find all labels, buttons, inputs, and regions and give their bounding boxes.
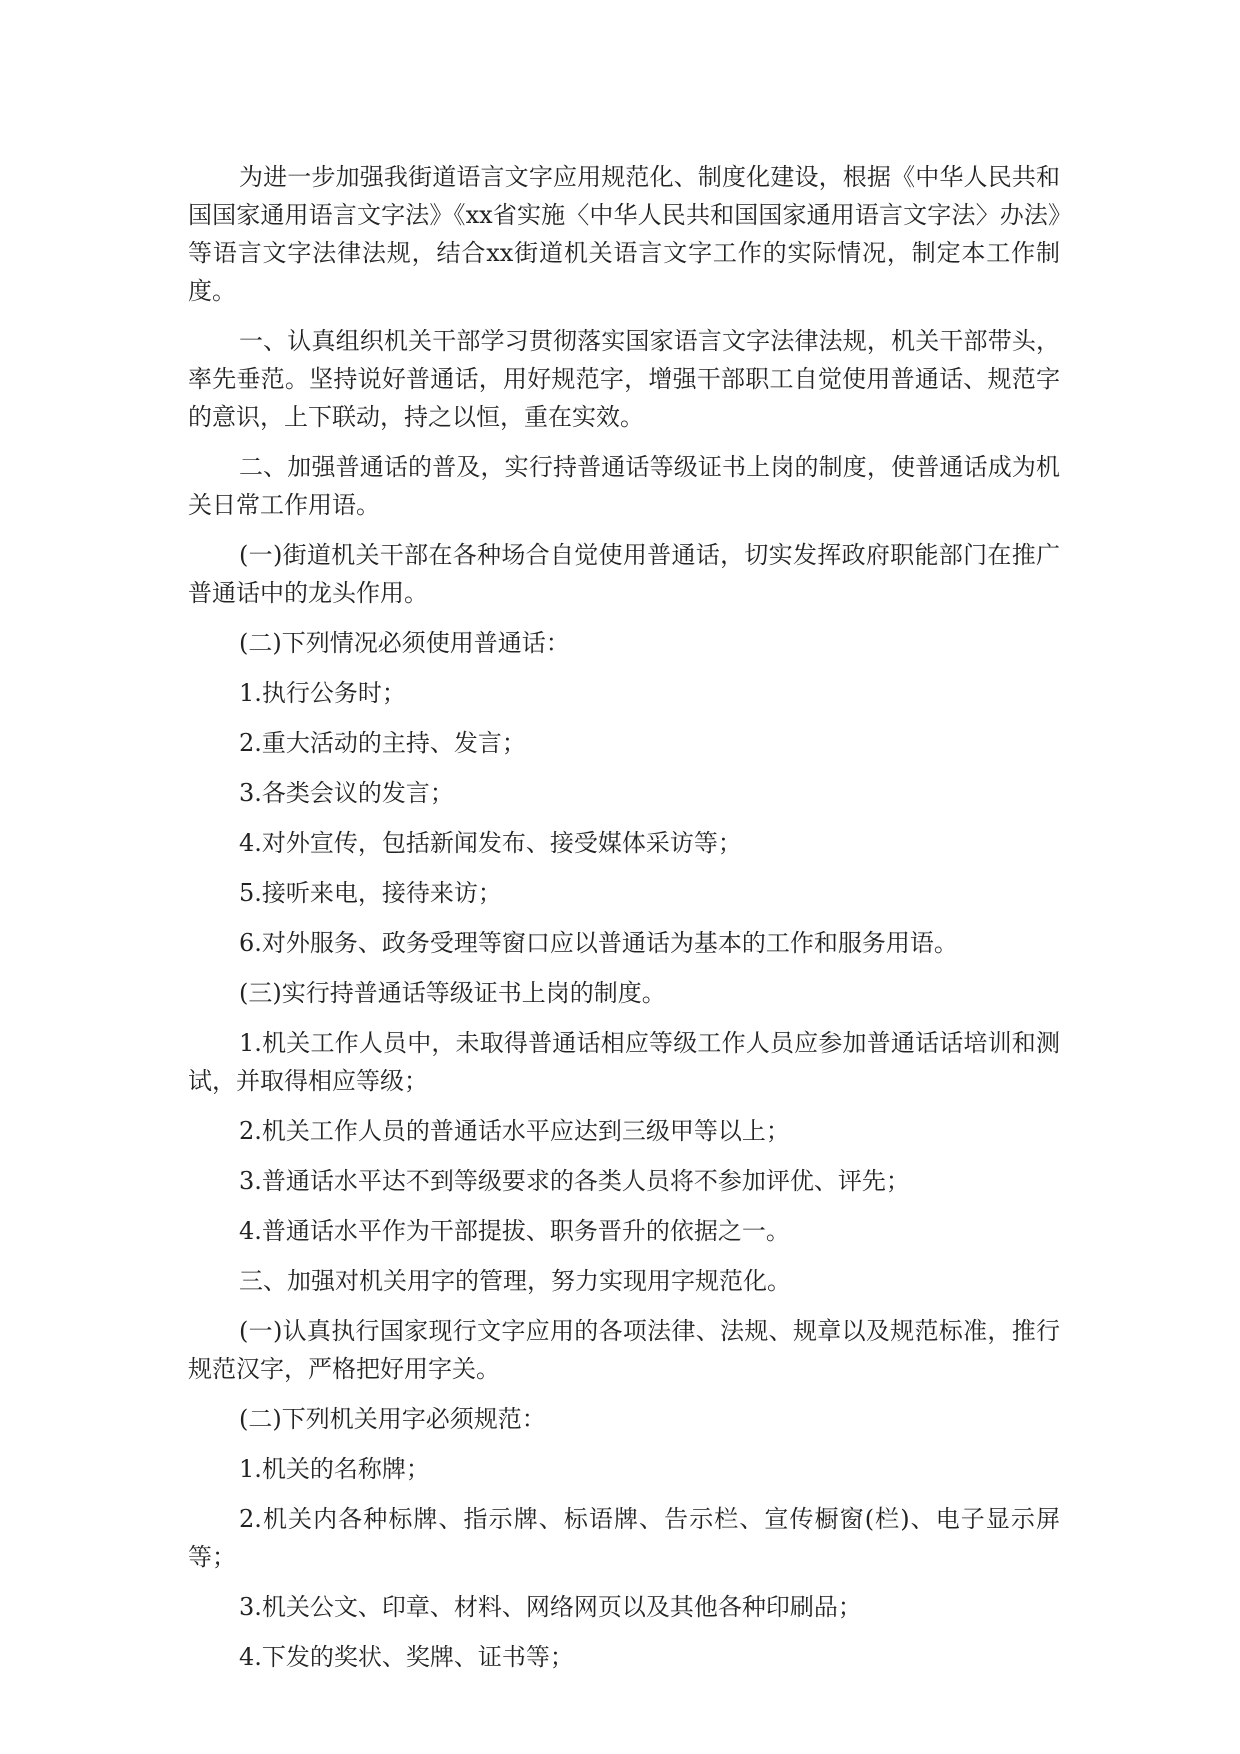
- list-item: 4.普通话水平作为干部提拔、职务晋升的依据之一。: [239, 1217, 790, 1245]
- list-item: 5.接听来电，接待来访；: [239, 879, 502, 907]
- paragraph-item: (二)下列情况必须使用普通话：: [239, 629, 570, 657]
- list-item: 2.机关内各种标牌、指示牌、标语牌、告示栏、宣传橱窗(栏)、电子显示屏等；: [188, 1505, 1060, 1571]
- list-item: 3.机关公文、印章、材料、网络网页以及其他各种印刷品；: [239, 1593, 862, 1621]
- paragraph-section-2: 二、加强普通话的普及，实行持普通话等级证书上岗的制度，使普通话成为机关日常工作用语。: [188, 453, 1060, 519]
- paragraph-intro: 为进一步加强我街道语言文字应用规范化、制度化建设，根据《中华人民共和国国家通用语言文字法》《xx省实施〈中华人民共和国国家通用语言文字法〉办法》等语言文字法律法规，结合xx街道机关语言文字工作的实际情况，制定本工作制度。: [188, 163, 1060, 305]
- paragraph-item: (一)认真执行国家现行文字应用的各项法律、法规、规章以及规范标准，推行规范汉字，严格把好用字关。: [188, 1317, 1060, 1383]
- list-item: 4.下发的奖状、奖牌、证书等；: [239, 1643, 574, 1671]
- paragraph-item: (三)实行持普通话等级证书上岗的制度。: [239, 979, 666, 1007]
- paragraph-section-1: 一、认真组织机关干部学习贯彻落实国家语言文字法律法规，机关干部带头，率先垂范。坚持说好普通话，用好规范字，增强干部职工自觉使用普通话、规范字的意识，上下联动，持之以恒，重在实效。: [188, 327, 1060, 431]
- paragraph-item: (二)下列机关用字必须规范：: [239, 1405, 546, 1433]
- document-page: [188, 158, 1060, 1688]
- list-item: 2.重大活动的主持、发言；: [239, 729, 526, 757]
- list-item: 3.普通话水平达不到等级要求的各类人员将不参加评优、评先；: [239, 1167, 910, 1195]
- list-item: 1.执行公务时；: [239, 679, 406, 707]
- list-item: 1.机关工作人员中，未取得普通话相应等级工作人员应参加普通话话培训和测试，并取得相应等级；: [188, 1029, 1060, 1095]
- list-item: 4.对外宣传，包括新闻发布、接受媒体采访等；: [239, 829, 742, 857]
- list-item: 3.各类会议的发言；: [239, 779, 454, 807]
- list-item: 6.对外服务、政务受理等窗口应以普通话为基本的工作和服务用语。: [239, 929, 958, 957]
- paragraph-section-3: 三、加强对机关用字的管理，努力实现用字规范化。: [239, 1267, 791, 1295]
- list-item: 1.机关的名称牌；: [239, 1455, 430, 1483]
- list-item: 2.机关工作人员的普通话水平应达到三级甲等以上；: [239, 1117, 790, 1145]
- paragraph-item: (一)街道机关干部在各种场合自觉使用普通话，切实发挥政府职能部门在推广普通话中的龙头作用。: [188, 541, 1060, 607]
